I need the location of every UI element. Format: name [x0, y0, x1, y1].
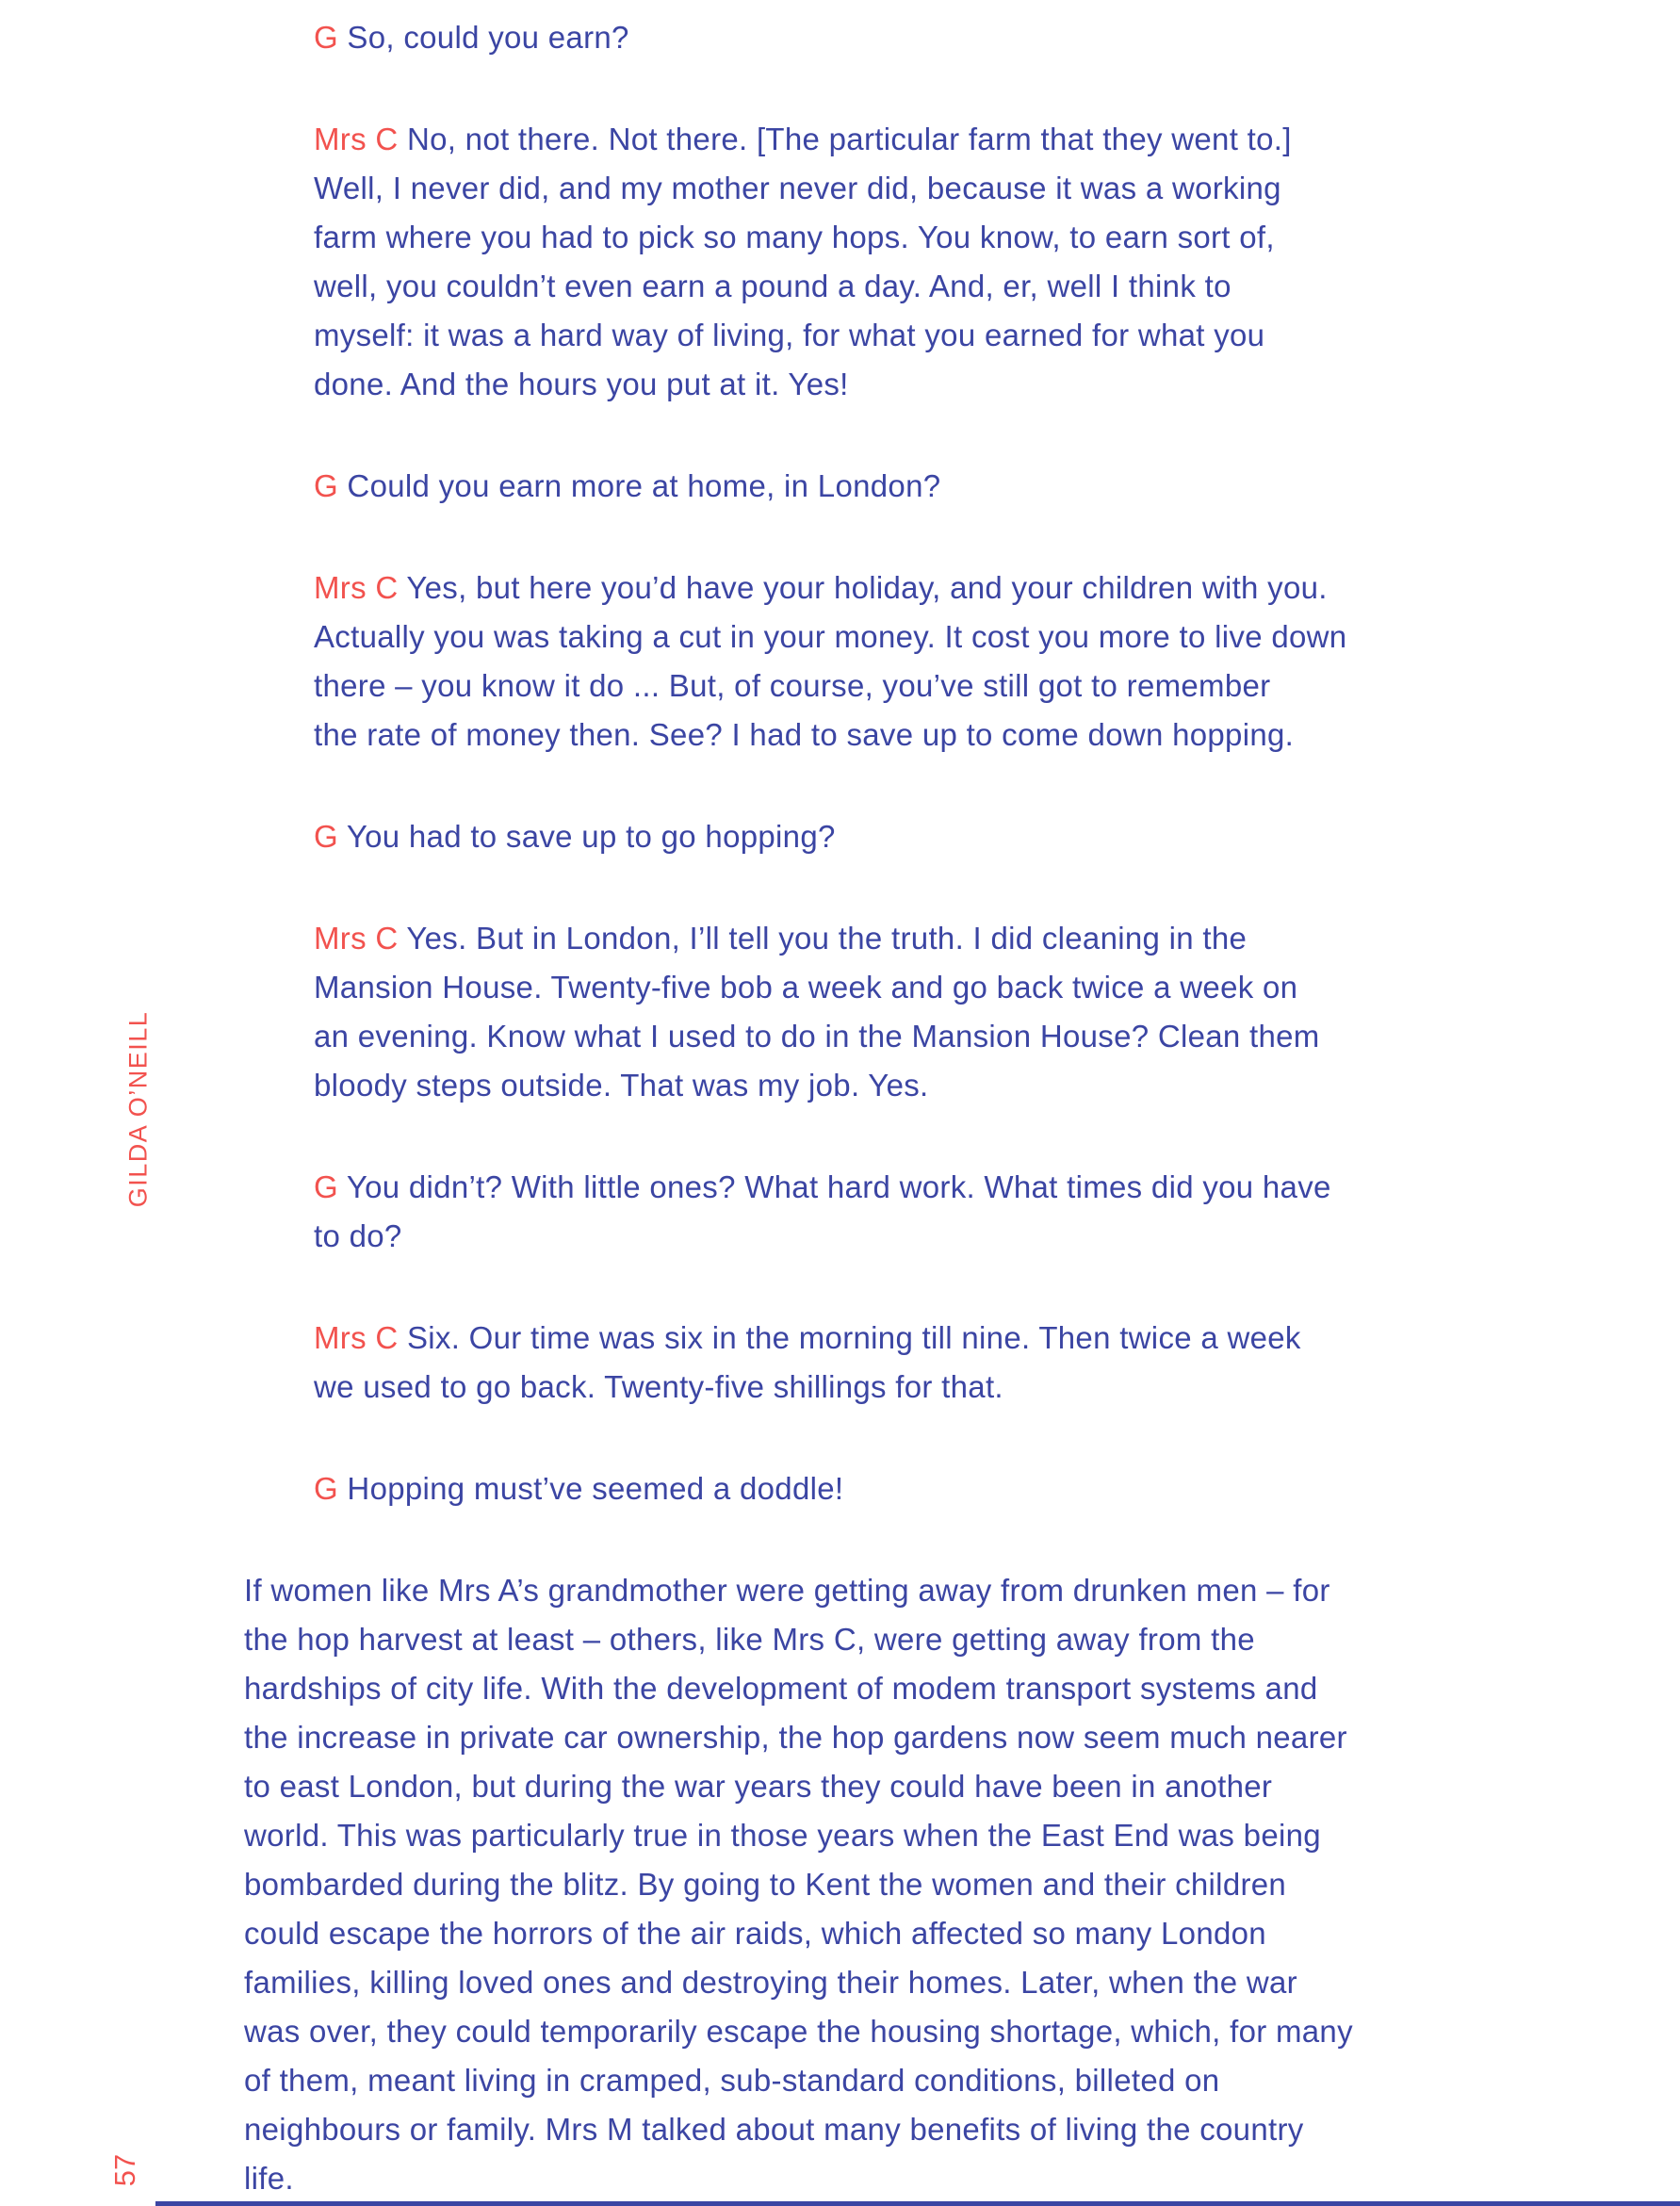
dialogue-block: Mrs C Six. Our time was six in the morning till nine. Then twice a week we used to go back. Twenty-five shillings for that. — [314, 1320, 1301, 1404]
speaker-label: Mrs C — [314, 122, 399, 156]
dialogue-block: G So, could you earn? — [314, 20, 629, 55]
closing-paragraph: If women like Mrs A’s grandmother were getting away from drunken men – for the hop harvest at least – others, like Mrs C, were getting away from the hardships of city life. With the development of modem transport systems and the increase in private car ownership, the hop gardens now seem much nearer to east London, but during the war years they could have been in another world. This was particularly true in those years when the East End was being bombarded during the blitz. By going to Kent the women and their children could escape the horrors of the air raids, which affected so many London families, killing loved ones and destroying their homes. Later, when the war was over, they could temporarily escape the housing shortage, which, for many of them, meant living in cramped, sub-standard conditions, billeted on neighbours or family. Mrs M talked about many benefits of living the country life. — [244, 1573, 1353, 2196]
dialogue-block: Mrs C No, not there. Not there. [The particular farm that they went to.] Well, I never did, and my mother never did, because it was a working farm where you had to pick so many hops. You know, to earn sort of, well, you couldn’t even earn a pound a day. And, er, well I think to myself: it was a hard way of living, for what you earned for what you done. And the hours you put at it. Yes! — [314, 122, 1292, 401]
page-number: 57 — [108, 2153, 141, 2187]
speaker-label: G — [314, 1471, 338, 1506]
dialogue — [244, 13, 1642, 1513]
bottom-rule — [155, 2201, 1680, 2206]
author-vertical-label: GILDA O’NEILL — [123, 1010, 153, 1208]
dialogue-block: G Could you earn more at home, in London? — [314, 468, 941, 503]
speaker-label: Mrs C — [314, 1320, 399, 1355]
speaker-label: G — [314, 20, 338, 55]
dialogue-block: G You didn’t? With little ones? What hard work. What times did you have to do? — [314, 1169, 1331, 1253]
speaker-label: G — [314, 819, 338, 854]
dialogue-block: Mrs C Yes. But in London, I’ll tell you the truth. I did cleaning in the Mansion House. Twenty-five bob a week and go back twice a week on an evening. Know what I used to do in the Mansion House? Clean them bloody steps outside. That was my job. Yes. — [314, 921, 1320, 1103]
speaker-label: Mrs C — [314, 921, 399, 956]
dialogue-block: Mrs C Yes, but here you’d have your holiday, and your children with you. Actually you was taking a cut in your money. It cost you more to live down there – you know it do ... But, of course, you’ve still got to remember the rate of money then. See? I had to save up to come down hopping. — [314, 570, 1347, 752]
speaker-label: Mrs C — [314, 570, 399, 605]
speaker-label: G — [314, 1169, 338, 1204]
page-content — [244, 13, 1642, 2203]
dialogue-block: G You had to save up to go hopping? — [314, 819, 836, 854]
dialogue-block: G Hopping must’ve seemed a doddle! — [314, 1471, 844, 1506]
speaker-label: G — [314, 468, 338, 503]
